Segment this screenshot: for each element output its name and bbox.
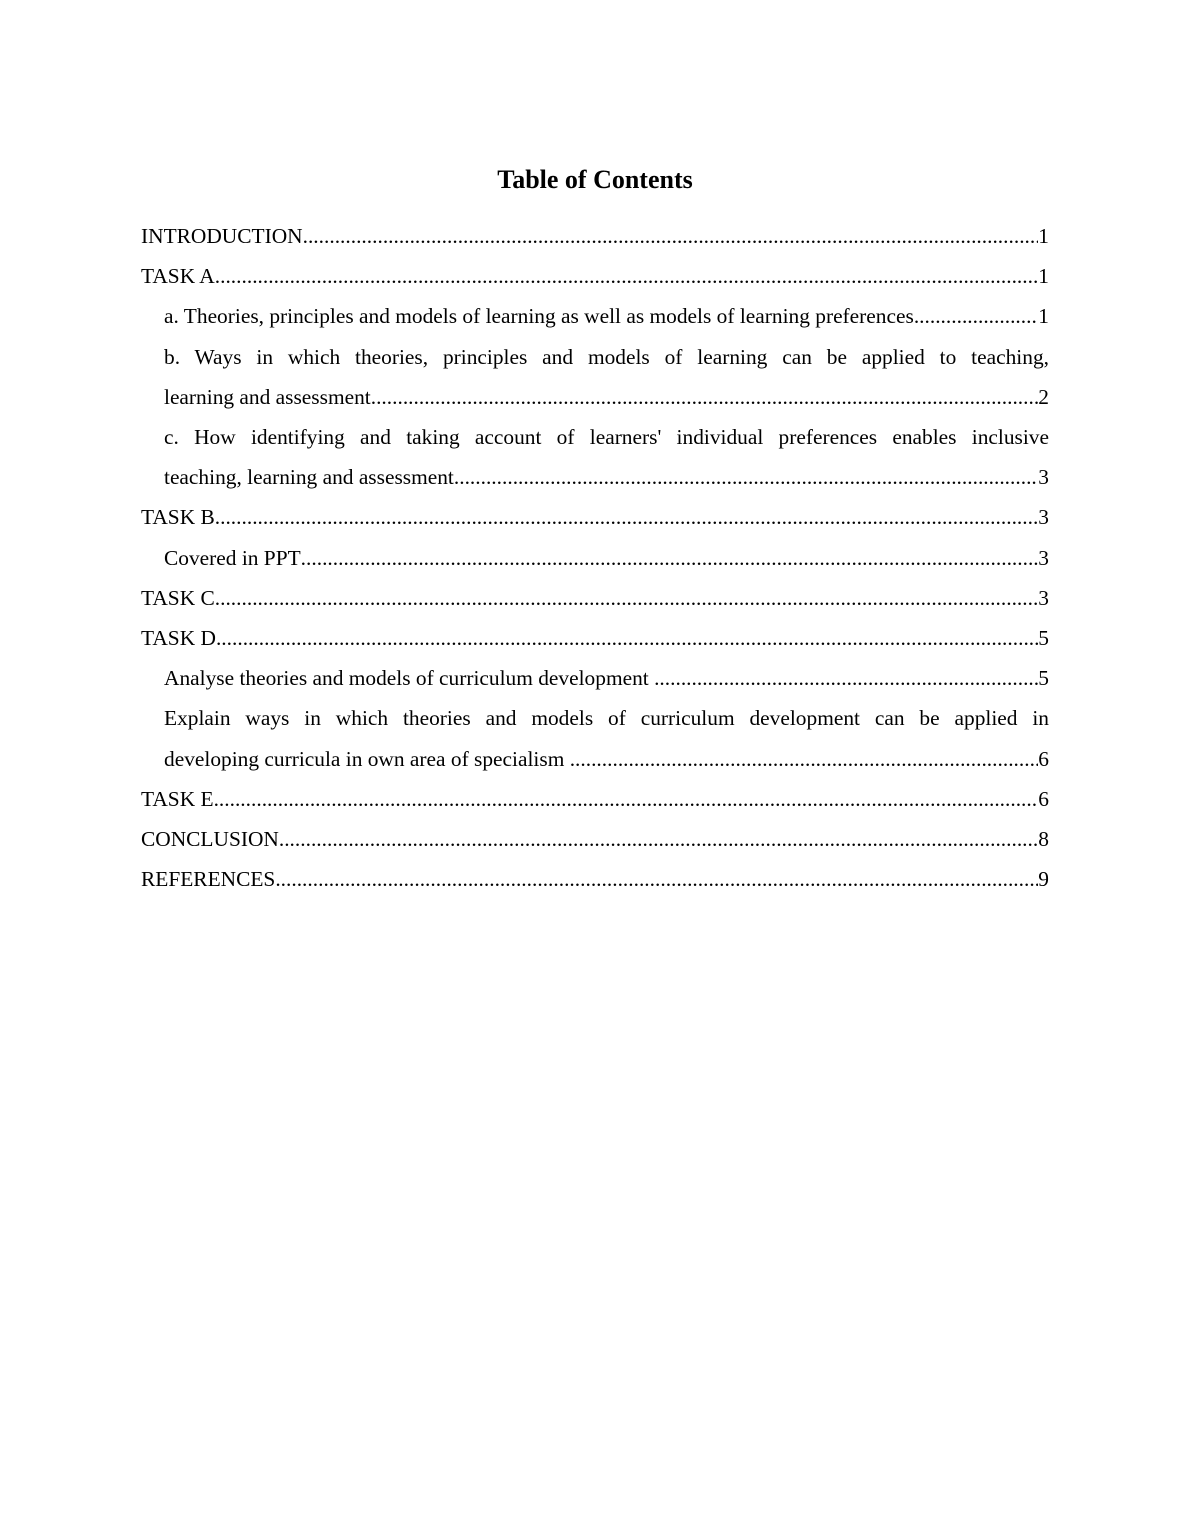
toc-dot-leader (454, 457, 1038, 497)
toc-dot-leader (275, 859, 1038, 899)
toc-entry-last-line (164, 457, 1049, 497)
toc-entry-text: REFERENCES (141, 867, 276, 892)
toc-dot-leader (215, 497, 1039, 537)
toc-dot-leader (654, 658, 1038, 698)
toc-dot-leader (215, 578, 1039, 618)
toc-title: Table of Contents (497, 165, 693, 194)
toc-entry[interactable] (141, 779, 1049, 819)
toc-page-number: 1 (1038, 304, 1049, 329)
toc-entry[interactable] (141, 337, 1049, 417)
toc-page-number: 3 (1038, 505, 1049, 530)
toc-entry-text: TASK C (141, 585, 215, 610)
toc-entry-text: TASK D (141, 626, 216, 651)
toc-dot-leader (215, 256, 1039, 296)
toc-dot-leader (216, 618, 1038, 658)
toc-page-number: 1 (1038, 264, 1049, 289)
toc-page-number: 3 (1038, 545, 1049, 570)
toc-entry-text: TASK A (141, 264, 215, 289)
toc-entry-text: Explain ways in which theories and models of curriculum development can be applied in (164, 706, 1049, 731)
toc-entry-text: TASK B (141, 505, 215, 530)
toc-entry-text: Analyse theories and models of curriculum development (164, 666, 655, 691)
toc-dot-leader (570, 739, 1039, 779)
toc-dot-leader (303, 216, 1039, 256)
toc-entry[interactable] (141, 578, 1049, 618)
toc-page-number: 6 (1038, 786, 1049, 811)
toc-entry[interactable] (141, 658, 1049, 698)
toc-dot-leader (914, 296, 1038, 336)
toc-entry-text: TASK E (141, 786, 214, 811)
toc-page-number: 5 (1038, 666, 1049, 691)
toc-entry[interactable] (141, 417, 1049, 497)
toc-dot-leader (214, 779, 1039, 819)
toc-entry[interactable] (141, 819, 1049, 859)
toc-list (141, 216, 1049, 899)
toc-dot-leader (301, 538, 1039, 578)
toc-entry-text: b. Ways in which theories, principles and models of learning can be applied to teaching, (164, 344, 1049, 369)
toc-page-number: 6 (1038, 746, 1049, 771)
toc-entry-last-line (164, 377, 1049, 417)
toc-entry-text: a. Theories, principles and models of learning as well as models of learning preferences (164, 304, 914, 329)
toc-entry[interactable] (141, 618, 1049, 658)
toc-entry-text: learning and assessment (164, 384, 371, 409)
toc-page-number: 9 (1038, 867, 1049, 892)
toc-entry-text: INTRODUCTION (141, 224, 303, 248)
toc-page-number: 1 (1038, 224, 1049, 248)
toc-page-number: 3 (1038, 585, 1049, 610)
toc-dot-leader (371, 377, 1039, 417)
toc-entry[interactable] (141, 497, 1049, 537)
toc-entry-text: teaching, learning and assessment (164, 465, 454, 490)
toc-entry-text: c. How identifying and taking account of learners' individual preferences enables inclusive (164, 425, 1049, 450)
toc-entry-last-line (164, 739, 1049, 779)
toc-entry[interactable] (141, 216, 1049, 256)
toc-page-number: 3 (1038, 465, 1049, 490)
toc-entry[interactable] (141, 859, 1049, 899)
toc-entry-text: CONCLUSION (141, 827, 279, 852)
toc-entry[interactable] (141, 698, 1049, 778)
toc-dot-leader (279, 819, 1038, 859)
toc-page-number: 2 (1038, 384, 1049, 409)
toc-page-number: 5 (1038, 626, 1049, 651)
toc-entry[interactable] (141, 296, 1049, 336)
toc-page-number: 8 (1038, 827, 1049, 852)
toc-entry[interactable] (141, 538, 1049, 578)
toc-entry[interactable] (141, 256, 1049, 296)
toc-entry-text: Covered in PPT (164, 545, 301, 570)
toc-entry-text: developing curricula in own area of specialism (164, 746, 570, 771)
